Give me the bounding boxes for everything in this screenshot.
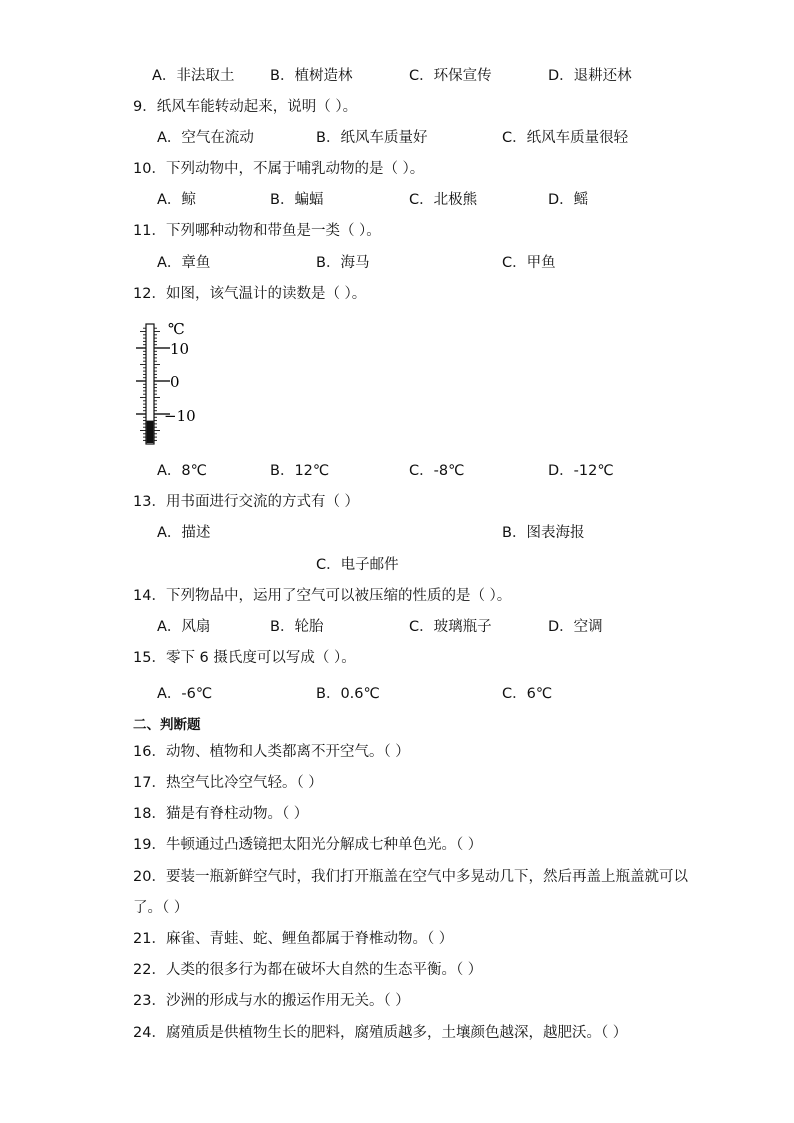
thermometer-label-0: 0 (170, 373, 180, 391)
q15-option-b: B．0.6℃ (316, 686, 380, 702)
q13-option-b: B．图表海报 (502, 525, 585, 541)
judge-q24: 24．腐殖质是供植物生长的肥料，腐殖质越多，土壤颜色越深，越肥沃。（ ） (133, 1025, 628, 1041)
thermometer-label-minus-10: −10 (164, 407, 196, 425)
thermometer-liquid (147, 421, 154, 443)
thermometer-unit: ℃ (168, 320, 185, 338)
q11-option-c: C．甲鱼 (502, 255, 556, 271)
thermometer-svg (134, 318, 234, 448)
judge-q20-continued: 了。（ ） (133, 900, 189, 916)
q11-option-a: A．章鱼 (157, 255, 211, 271)
q9-option-a: A．空气在流动 (157, 130, 254, 146)
q15-option-a: A．-6℃ (157, 686, 213, 702)
judge-q17: 17．热空气比冷空气轻。（ ） (133, 775, 323, 791)
q8-option-c: C．环保宣传 (409, 68, 492, 84)
q8-option-a: A．非法取土 (152, 68, 235, 84)
q13-option-a: A．描述 (157, 525, 211, 541)
thermometer-label-10: 10 (170, 340, 190, 358)
q10-option-d: D．鳐 (548, 192, 589, 208)
thermometer-figure (134, 318, 234, 448)
q14-option-b: B．轮胎 (270, 619, 324, 635)
q12-option-b: B．12℃ (270, 463, 330, 479)
q9-stem: 9．纸风车能转动起来，说明（ ）。 (133, 99, 358, 115)
q10-option-a: A．鲸 (157, 192, 196, 208)
q13-option-c: C．电子邮件 (316, 557, 399, 573)
q11-stem: 11．下列哪种动物和带鱼是一类（ ）。 (133, 223, 381, 239)
section-title-judgement: 二、判断题 (133, 717, 201, 733)
judge-q20: 20．要装一瓶新鲜空气时，我们打开瓶盖在空气中多晃动几下，然后再盖上瓶盖就可以 (133, 869, 688, 885)
q11-option-b: B．海马 (316, 255, 370, 271)
q14-stem: 14．下列物品中，运用了空气可以被压缩的性质的是（ ）。 (133, 588, 512, 604)
judge-q16: 16．动物、植物和人类都离不开空气。（ ） (133, 744, 410, 760)
q14-option-d: D．空调 (548, 619, 603, 635)
q12-option-d: D．-12℃ (548, 463, 614, 479)
q12-stem: 12．如图，该气温计的读数是（ ）。 (133, 286, 367, 302)
q8-option-d: D．退耕还林 (548, 68, 632, 84)
q15-option-c: C．6℃ (502, 686, 553, 702)
q13-stem: 13．用书面进行交流的方式有（ ） (133, 494, 360, 510)
judge-q21: 21．麻雀、青蛙、蛇、鲤鱼都属于脊椎动物。（ ） (133, 931, 454, 947)
judge-q23: 23．沙洲的形成与水的搬运作用无关。（ ） (133, 993, 410, 1009)
q10-option-b: B．蝙蝠 (270, 192, 324, 208)
judge-q19: 19．牛顿通过凸透镜把太阳光分解成七种单色光。（ ） (133, 837, 483, 853)
q10-stem: 10．下列动物中，不属于哺乳动物的是（ ）。 (133, 161, 425, 177)
q15-stem: 15．零下 6 摄氏度可以写成（ ）。 (133, 650, 356, 666)
q12-option-c: C．-8℃ (409, 463, 465, 479)
q14-option-a: A．风扇 (157, 619, 211, 635)
q14-option-c: C．玻璃瓶子 (409, 619, 492, 635)
q9-option-c: C．纸风车质量很轻 (502, 130, 629, 146)
judge-q22: 22．人类的很多行为都在破坏大自然的生态平衡。（ ） (133, 962, 483, 978)
q12-option-a: A．8℃ (157, 463, 207, 479)
q9-option-b: B．纸风车质量好 (316, 130, 428, 146)
judge-q18: 18．猫是有脊柱动物。（ ） (133, 806, 309, 822)
q10-option-c: C．北极熊 (409, 192, 478, 208)
q8-option-b: B．植树造林 (270, 68, 353, 84)
